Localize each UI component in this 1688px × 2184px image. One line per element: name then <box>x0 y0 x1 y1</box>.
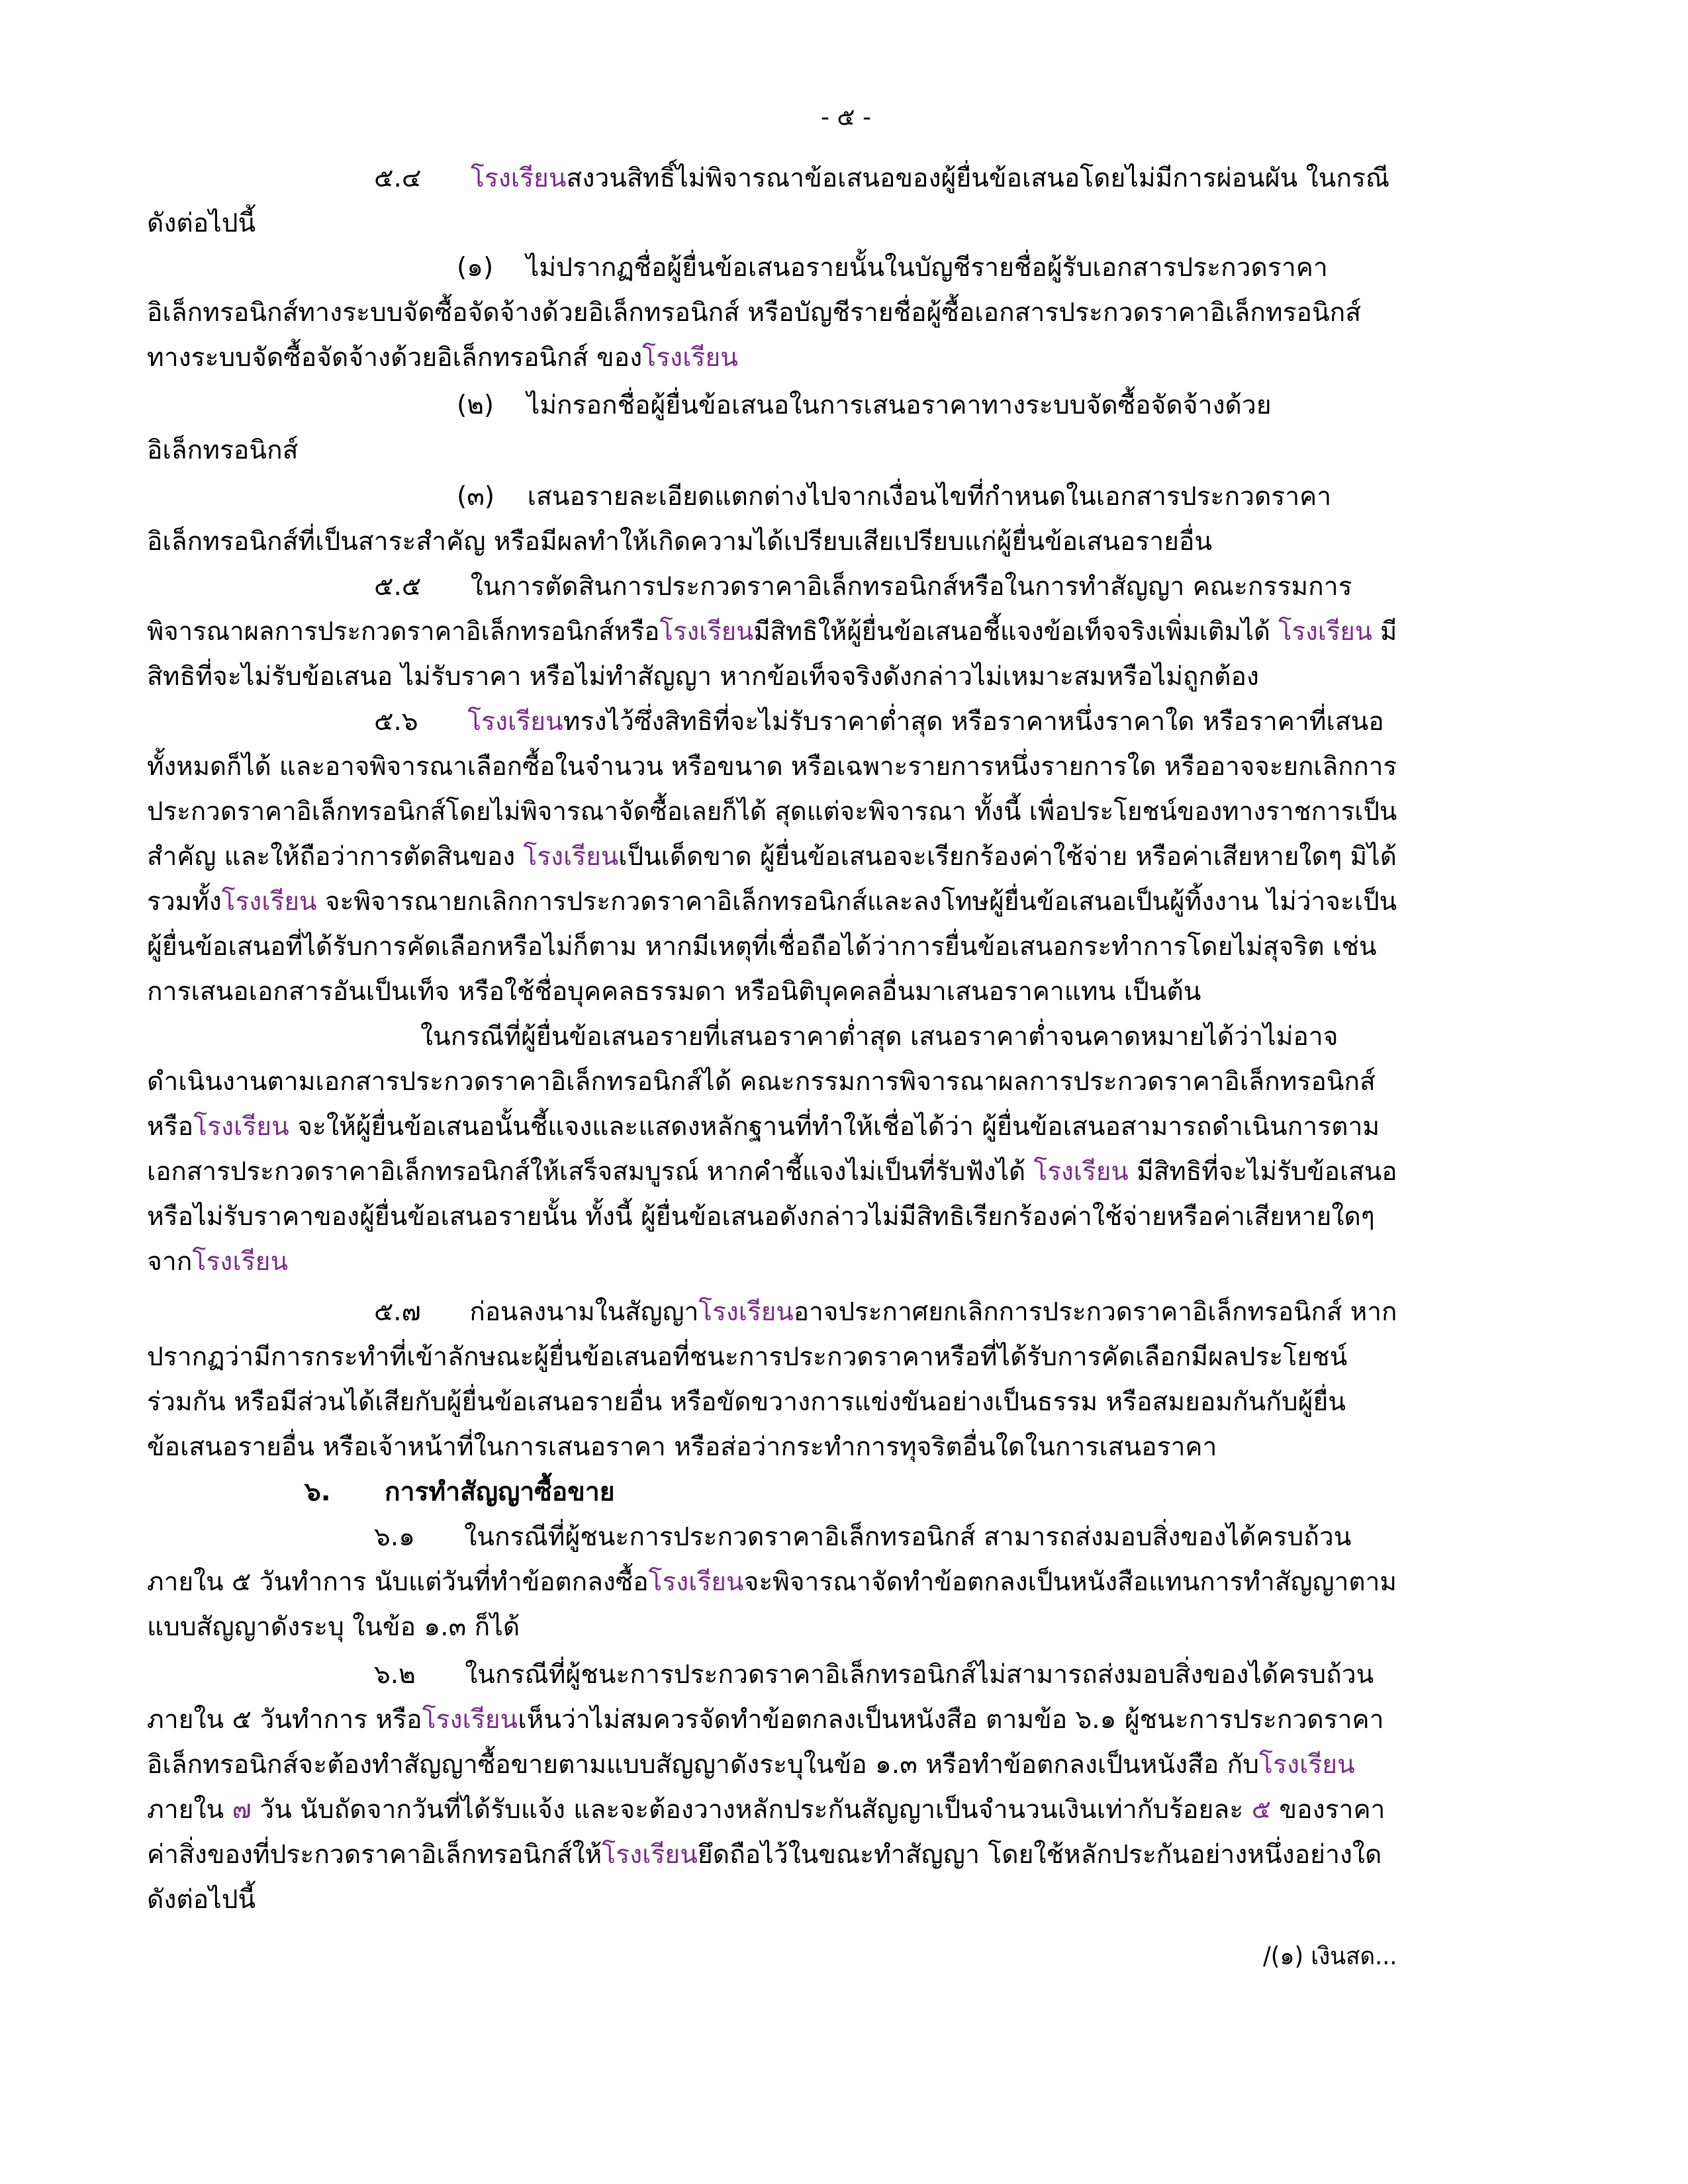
text-segment: ดังต่อไปนี้ <box>147 208 256 238</box>
text-segment: เอกสารประกวดราคาอิเล็กทรอนิกส์ให้เสร็จสมบูรณ์ หากคำชี้แจงไม่เป็นที่รับฟังได้ <box>147 1157 1034 1187</box>
text-segment: ข้อเสนอรายอื่น หรือเจ้าหน้าที่ในการเสนอราคา หรือส่อว่ากระทำการทุจริตอื่นใดในการเสนอราคา <box>147 1432 1217 1462</box>
text-segment: ทั้งหมดก็ได้ และอาจพิจารณาเลือกซื้อในจำนวน หรือขนาด หรือเฉพาะรายการหนึ่งรายการใด หรืออาจจะยกเลิกการ <box>147 752 1397 782</box>
text-segment: รวมทั้ง <box>147 887 222 917</box>
text-segment: ๖. การทำสัญญาซื้อขาย <box>305 1477 615 1507</box>
text-segment: ร่วมกัน หรือมีส่วนได้เสียกับผู้ยื่นข้อเสนอรายอื่น หรือขัดขวางการแข่งขันอย่างเป็นธรรม หรือสมยอมกันกับผู้ยื่น <box>147 1387 1346 1417</box>
text-segment: เห็นว่าไม่สมควรจัดทำข้อตกลงเป็นหนังสือ ตามข้อ ๖.๑ ผู้ชนะการประกวดราคา <box>518 1705 1384 1735</box>
text-segment: ๕.๕ ในการตัดสินการประกวดราคาอิเล็กทรอนิกส์หรือในการทำสัญญา คณะกรรมการ <box>374 572 1352 602</box>
highlighted-text: โรงเรียน <box>602 1840 698 1870</box>
text-line <box>305 1479 615 1505</box>
text-segment: เป็นเด็ดขาด ผู้ยื่นข้อเสนอจะเรียกร้องค่าใช้จ่าย หรือค่าเสียหายใดๆ มิได้ <box>618 842 1397 872</box>
highlighted-text: โรงเรียน <box>698 1297 794 1327</box>
text-segment: ดังต่อไปนี้ <box>147 1885 256 1915</box>
text-line <box>147 1614 520 1640</box>
text-segment: การเสนอเอกสารอันเป็นเท็จ หรือใช้ชื่อบุคคลธรรมดา หรือนิติบุคคลอื่นมาเสนอราคาแทน เป็นต้น <box>147 977 1201 1007</box>
highlighted-text: โรงเรียน <box>1259 1750 1355 1780</box>
text-segment: หรือ <box>147 1112 194 1142</box>
text-line <box>147 754 1397 780</box>
text-line <box>147 619 1397 645</box>
highlighted-text: โรงเรียน <box>1278 617 1372 647</box>
text-segment: ของราคา <box>1271 1795 1385 1825</box>
highlighted-text: โรงเรียน <box>523 842 619 872</box>
text-line <box>147 437 298 463</box>
text-line <box>457 255 1328 281</box>
text-line <box>147 529 1212 555</box>
text-line <box>147 934 1377 960</box>
text-segment: อิเล็กทรอนิกส์ <box>147 435 299 465</box>
text-line <box>147 210 256 236</box>
text-line <box>457 484 1331 510</box>
text-line <box>147 1569 1397 1595</box>
highlighted-text: โรงเรียน <box>648 1567 744 1597</box>
text-line <box>147 1434 1217 1460</box>
highlighted-text: ๗ <box>232 1795 252 1825</box>
text-segment: ๕.๖ <box>374 707 468 737</box>
text-segment: ดำเนินงานตามเอกสารประกวดราคาอิเล็กทรอนิกส์ได้ คณะกรรมการพิจารณาผลการประกวดราคาอิเล็กทรอนิกส์ <box>147 1067 1376 1097</box>
text-segment: ผู้ยื่นข้อเสนอที่ได้รับการคัดเลือกหรือไม่ก็ตาม หากมีเหตุที่เชื่อถือได้ว่าการยื่นข้อเสนอกระทำการโดยไม่สุจริต เช่น <box>147 932 1377 962</box>
text-segment: ภายใน ๕ วันทำการ หรือ <box>147 1705 422 1735</box>
text-line <box>374 165 1389 191</box>
text-line <box>374 574 1352 600</box>
text-segment: ภายใน ๕ วันทำการ นับแต่วันที่ทำข้อตกลงซื้อ <box>147 1567 649 1597</box>
text-segment: หรือไม่รับราคาของผู้ยื่นข้อเสนอรายนั้น ทั้งนี้ ผู้ยื่นข้อเสนอดังกล่าวไม่มีสิทธิเรียกร้องค่าใช้จ่ายหรือค่าเสียหายใดๆ <box>147 1202 1375 1232</box>
text-segment: ยึดถือไว้ในขณะทำสัญญา โดยใช้หลักประกันอย่างหนึ่งอย่างใด <box>697 1840 1382 1870</box>
highlighted-text: โรงเรียน <box>659 617 754 647</box>
text-line <box>147 1204 1375 1230</box>
text-line <box>147 1249 288 1275</box>
text-line <box>147 1069 1376 1095</box>
text-line <box>374 1662 1374 1688</box>
highlighted-text: โรงเรียน <box>642 343 738 373</box>
text-line <box>147 300 1361 326</box>
text-line <box>147 1159 1397 1185</box>
text-line <box>147 664 1259 690</box>
text-segment: ๖.๒ ในกรณีที่ผู้ชนะการประกวดราคาอิเล็กทรอนิกส์ไม่สามารถส่งมอบสิ่งของได้ครบถ้วน <box>374 1660 1374 1690</box>
text-segment: ๕.๗ ก่อนลงนามในสัญญา <box>374 1297 699 1327</box>
text-line <box>147 979 1201 1005</box>
text-segment: จะให้ผู้ยื่นข้อเสนอนั้นชี้แจงและแสดงหลักฐานที่ทำให้เชื่อได้ว่า ผู้ยื่นข้อเสนอสามารถดำเนินการตาม <box>289 1112 1380 1142</box>
text-line <box>374 1524 1351 1550</box>
text-segment: ทางระบบจัดซื้อจัดจ้างด้วยอิเล็กทรอนิกส์ ของ <box>147 343 643 373</box>
text-segment: ๕.๔ <box>374 163 471 193</box>
text-segment: สำคัญ และให้ถือว่าการตัดสินของ <box>147 842 524 872</box>
text-segment: ในกรณีที่ผู้ยื่นข้อเสนอรายที่เสนอราคาต่ำสุด เสนอราคาต่ำจนคาดหมายได้ว่าไม่อาจ <box>420 1022 1338 1052</box>
page-number: - ๕ - <box>821 104 872 131</box>
text-segment: อิเล็กทรอนิกส์ทางระบบจัดซื้อจัดจ้างด้วยอิเล็กทรอนิกส์ หรือบัญชีรายชื่อผู้ซื้อเอกสารประกวดราคาอิเล็กทรอนิกส์ <box>147 298 1362 328</box>
highlighted-text: โรงเรียน <box>221 887 317 917</box>
text-segment: (๓) เสนอรายละเอียดแตกต่างไปจากเงื่อนไขที่กำหนดในเอกสารประกวดราคา <box>457 482 1332 512</box>
text-line <box>147 844 1397 870</box>
text-segment: ๖.๑ ในกรณีที่ผู้ชนะการประกวดราคาอิเล็กทรอนิกส์ สามารถส่งมอบสิ่งของได้ครบถ้วน <box>374 1522 1352 1552</box>
text-segment: ประกวดราคาอิเล็กทรอนิกส์โดยไม่พิจารณาจัดซื้อเลยก็ได้ สุดแต่จะพิจารณา ทั้งนี้ เพื่อประโยชน์ของทางราชการเป็น <box>147 797 1397 827</box>
text-segment: (๑) ไม่ปรากฏชื่อผู้ยื่นข้อเสนอรายนั้นในบัญชีรายชื่อผู้รับเอกสารประกวดราคา <box>457 253 1328 283</box>
text-segment: ปรากฏว่ามีการกระทำที่เข้าลักษณะผู้ยื่นข้อเสนอที่ชนะการประกวดราคาหรือที่ได้รับการคัดเลือกมีผลประโยชน์ <box>147 1342 1348 1372</box>
highlighted-text: โรงเรียน <box>470 163 567 193</box>
text-segment: จะพิจารณาจัดทำข้อตกลงเป็นหนังสือแทนการทำสัญญาตาม <box>743 1567 1397 1597</box>
continuation-note: /(๑) เงินสด... <box>1263 1942 1397 1970</box>
text-line <box>147 889 1397 915</box>
text-segment: อิเล็กทรอนิกส์จะต้องทำสัญญาซื้อขายตามแบบสัญญาดังระบุในข้อ ๑.๓ หรือทำข้อตกลงเป็นหนังสือ กับ <box>147 1750 1260 1780</box>
highlighted-text: โรงเรียน <box>467 707 563 737</box>
text-segment: ภายใน <box>147 1795 232 1825</box>
text-segment: มีสิทธิให้ผู้ยื่นข้อเสนอชี้แจงข้อเท็จจริงเพิ่มเติมได้ <box>753 617 1279 647</box>
text-segment: มีสิทธิที่จะไม่รับข้อเสนอ <box>1128 1157 1397 1187</box>
text-segment: พิจารณาผลการประกวดราคาอิเล็กทรอนิกส์หรือ <box>147 617 660 647</box>
text-segment: (๒) ไม่กรอกชื่อผู้ยื่นข้อเสนอในการเสนอราคาทางระบบจัดซื้อจัดจ้างด้วย <box>457 390 1272 420</box>
text-line <box>147 1344 1347 1370</box>
highlighted-text: โรงเรียน <box>422 1705 518 1735</box>
text-line <box>374 709 1384 735</box>
text-line <box>147 1114 1380 1140</box>
text-line <box>147 1887 256 1913</box>
highlighted-text: โรงเรียน <box>193 1112 289 1142</box>
text-line <box>147 1842 1382 1868</box>
text-line <box>374 1299 1397 1325</box>
text-segment: อิเล็กทรอนิกส์ที่เป็นสาระสำคัญ หรือมีผลทำให้เกิดความได้เปรียบเสียเปรียบแก่ผู้ยื่นข้อเสนอรายอื่น <box>147 527 1213 557</box>
text-line <box>147 1389 1346 1415</box>
highlighted-text: โรงเรียน <box>192 1247 289 1277</box>
text-line <box>147 1752 1355 1778</box>
text-segment: จาก <box>147 1247 193 1277</box>
text-line <box>147 1707 1384 1733</box>
text-segment: แบบสัญญาดังระบุ ในข้อ ๑.๓ ก็ได้ <box>147 1612 520 1642</box>
highlighted-text: โรงเรียน <box>1033 1157 1129 1187</box>
text-segment: มี <box>1372 617 1397 647</box>
text-line <box>147 345 738 371</box>
text-line <box>147 799 1397 825</box>
highlighted-text: ๕ <box>1251 1795 1272 1825</box>
text-segment: วัน นับถัดจากวันที่ได้รับแจ้ง และจะต้องวางหลักประกันสัญญาเป็นจำนวนเงินเท่ากับร้อยละ <box>251 1795 1252 1825</box>
text-segment: จะพิจารณายกเลิกการประกวดราคาอิเล็กทรอนิกส์และลงโทษผู้ยื่นข้อเสนอเป็นผู้ทิ้งงาน ไม่ว่าจะเป็น <box>316 887 1397 917</box>
text-line <box>457 392 1272 418</box>
text-line <box>147 1797 1385 1823</box>
text-segment: สิทธิที่จะไม่รับข้อเสนอ ไม่รับราคา หรือไม่ทำสัญญา หากข้อเท็จจริงดังกล่าวไม่เหมาะสมหรือไม่ถูกต้อง <box>147 662 1259 692</box>
text-segment: อาจประกาศยกเลิกการประกวดราคาอิเล็กทรอนิกส์ หาก <box>793 1297 1397 1327</box>
text-segment: สงวนสิทธิ์ไม่พิจารณาข้อเสนอของผู้ยื่นข้อเสนอโดยไม่มีการผ่อนผัน ในกรณี <box>566 163 1390 193</box>
text-segment: ทรงไว้ซึ่งสิทธิที่จะไม่รับราคาต่ำสุด หรือราคาหนึ่งราคาใด หรือราคาที่เสนอ <box>563 707 1384 737</box>
text-line <box>420 1024 1338 1050</box>
text-segment: ค่าสิ่งของที่ประกวดราคาอิเล็กทรอนิกส์ให้ <box>147 1840 602 1870</box>
